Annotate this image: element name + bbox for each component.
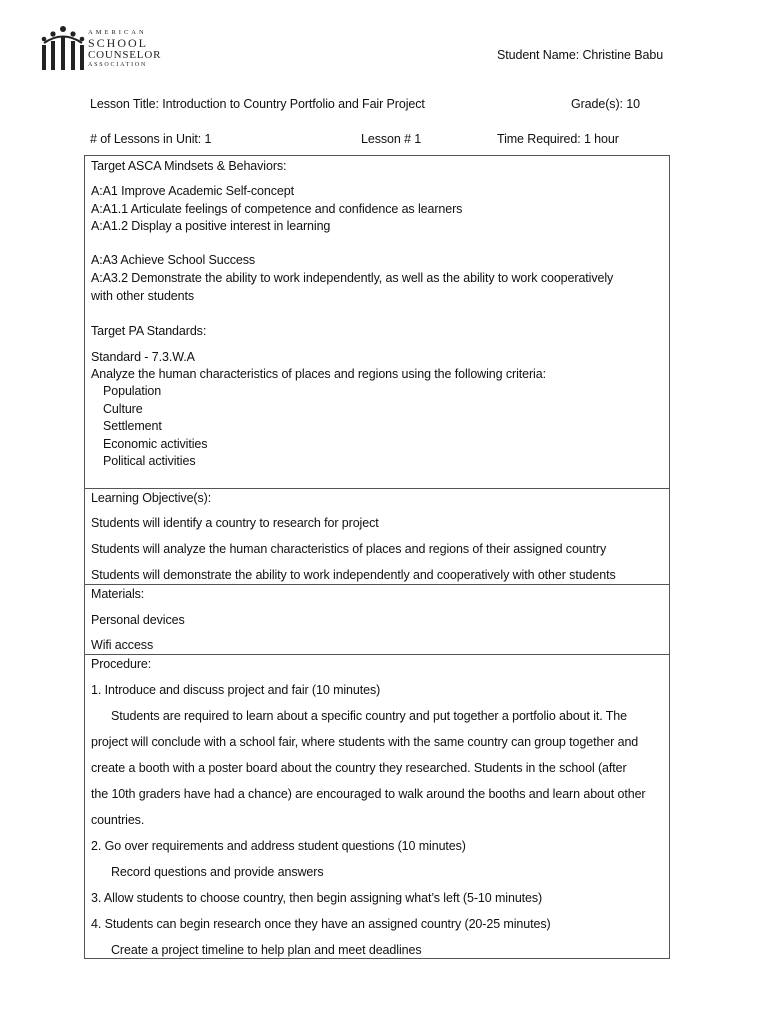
material-item: Wifi access bbox=[91, 638, 154, 652]
materials-heading: Materials: bbox=[91, 587, 145, 601]
standard-description: Analyze the human characteristics of places and regions using the following criteria: bbox=[91, 367, 546, 381]
mindset-line: A:A3 Achieve School Success bbox=[91, 253, 256, 267]
materials-section bbox=[84, 584, 670, 655]
material-item: Personal devices bbox=[91, 613, 185, 627]
criteria-item: Settlement bbox=[103, 419, 162, 433]
objectives-heading: Learning Objective(s): bbox=[91, 491, 212, 505]
logo-line-association: ASSOCIATION bbox=[88, 62, 148, 68]
logo-line-american: AMERICAN bbox=[88, 29, 147, 36]
procedure-text: Create a project timeline to help plan and meet deadlines bbox=[111, 943, 422, 957]
procedure-text: Students are required to learn about a specific country and put together a portfolio about it. The bbox=[111, 709, 628, 723]
mindset-line: A:A3.2 Demonstrate the ability to work independently, as well as the ability to work cooperatively bbox=[91, 271, 614, 285]
objectives-section bbox=[84, 488, 670, 585]
mindset-line: A:A1.2 Display a positive interest in learning bbox=[91, 219, 331, 233]
procedure-section bbox=[84, 654, 670, 959]
procedure-text: countries. bbox=[91, 813, 145, 827]
procedure-text: create a booth with a poster board about the country they researched. Students in the school (after bbox=[91, 761, 627, 775]
lesson-number: Lesson # 1 bbox=[361, 132, 422, 146]
procedure-step: 2. Go over requirements and address student questions (10 minutes) bbox=[91, 839, 466, 853]
mindsets-heading: Target ASCA Mindsets & Behaviors: bbox=[91, 159, 287, 173]
mindset-line: A:A1.1 Articulate feelings of competence and confidence as learners bbox=[91, 202, 463, 216]
objective-item: Students will analyze the human characteristics of places and regions of their assigned country bbox=[91, 542, 607, 556]
logo-line-school: SCHOOL bbox=[88, 36, 149, 50]
procedure-text: project will conclude with a school fair, where students with the same country can group together and bbox=[91, 735, 639, 749]
counselor-figures-icon bbox=[40, 24, 86, 72]
student-name: Student Name: Christine Babu bbox=[497, 48, 664, 62]
criteria-item: Economic activities bbox=[103, 437, 208, 451]
procedure-step: 4. Students can begin research once they have an assigned country (20-25 minutes) bbox=[91, 917, 551, 931]
objective-item: Students will demonstrate the ability to work independently and cooperatively with other students bbox=[91, 568, 616, 582]
criteria-item: Political activities bbox=[103, 454, 196, 468]
mindset-line: with other students bbox=[91, 289, 195, 303]
num-lessons: # of Lessons in Unit: 1 bbox=[90, 132, 212, 146]
procedure-step: 1. Introduce and discuss project and fair (10 minutes) bbox=[91, 683, 381, 697]
criteria-item: Population bbox=[103, 384, 162, 398]
lesson-title: Lesson Title: Introduction to Country Portfolio and Fair Project bbox=[90, 97, 425, 111]
standard-code: Standard - 7.3.W.A bbox=[91, 350, 195, 364]
mindset-line: A:A1 Improve Academic Self-concept bbox=[91, 184, 294, 198]
time-required: Time Required: 1 hour bbox=[497, 132, 619, 146]
objective-item: Students will identify a country to research for project bbox=[91, 516, 379, 530]
procedure-text: the 10th graders have had a chance) are encouraged to walk around the booths and learn about other bbox=[91, 787, 646, 801]
procedure-text: Record questions and provide answers bbox=[111, 865, 324, 879]
mindsets-section bbox=[84, 155, 670, 489]
grades: Grade(s): 10 bbox=[571, 97, 640, 111]
criteria-item: Culture bbox=[103, 402, 143, 416]
pa-standards-heading: Target PA Standards: bbox=[91, 324, 207, 338]
asca-logo bbox=[40, 24, 170, 74]
procedure-heading: Procedure: bbox=[91, 657, 152, 671]
procedure-step: 3. Allow students to choose country, then begin assigning what’s left (5-10 minutes) bbox=[91, 891, 543, 905]
logo-line-counselor: COUNSELOR bbox=[88, 49, 162, 61]
